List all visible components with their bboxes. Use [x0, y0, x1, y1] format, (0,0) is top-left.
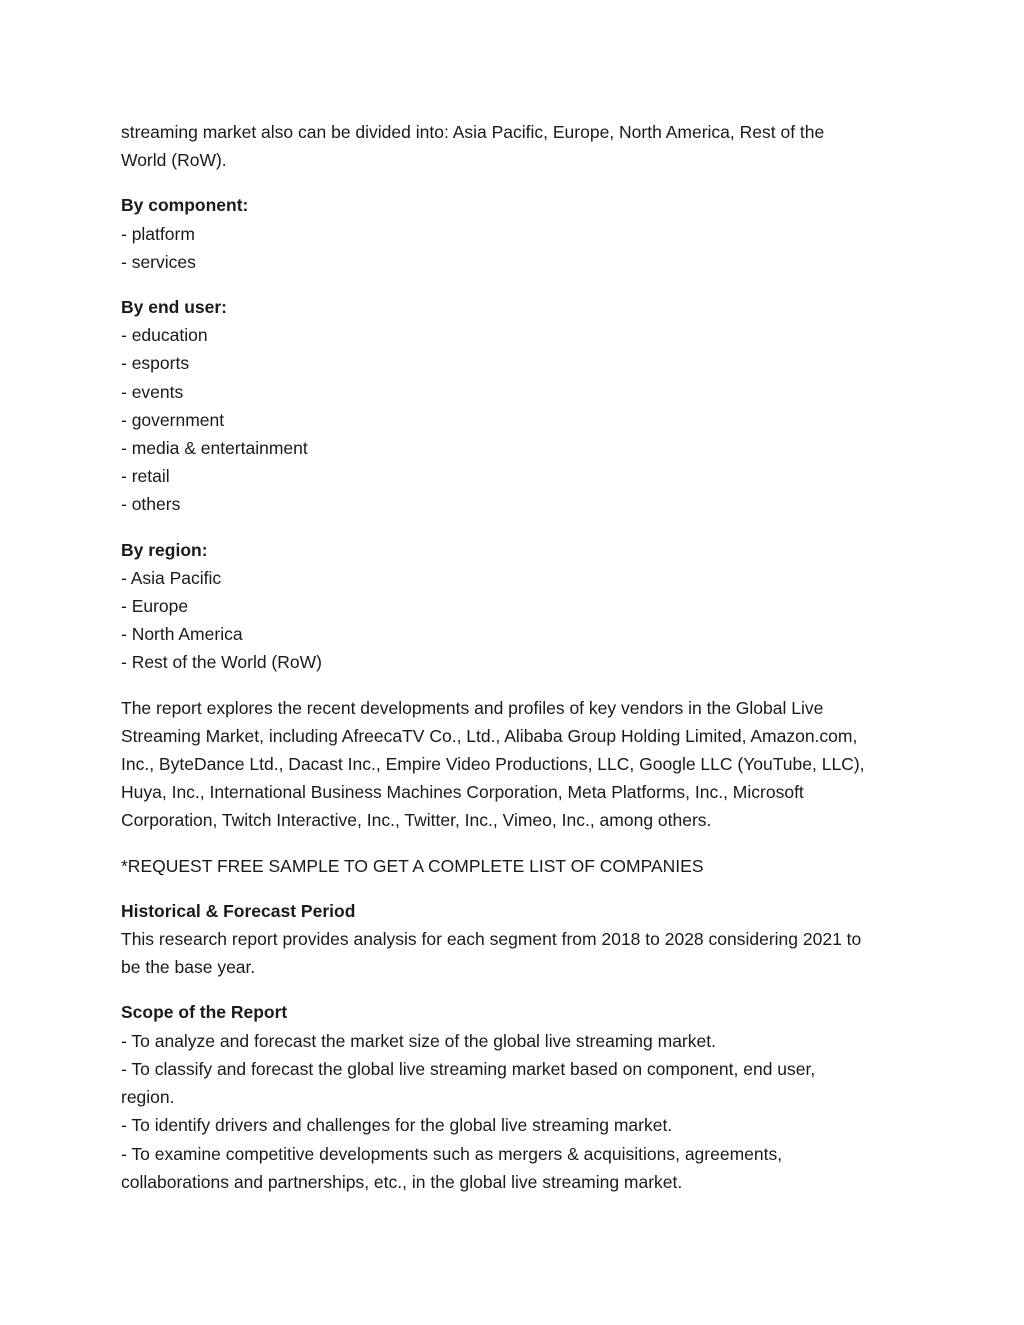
intro-line: streaming market also can be divided into: Asia Pacific, Europe, North America, Rest of the	[121, 122, 825, 142]
list-item: - events	[121, 381, 184, 402]
list-item: - education	[121, 325, 208, 346]
vendors-line: Streaming Market, including AfreecaTV Co., Ltd., Alibaba Group Holding Limited, Amazon.com,	[121, 725, 858, 746]
list-item: - Rest of the World (RoW)	[121, 652, 322, 673]
list-item: - Europe	[121, 596, 189, 617]
component-section	[121, 191, 911, 276]
intro-line: World (RoW).	[121, 150, 227, 171]
vendors-line: Huya, Inc., International Business Machines Corporation, Meta Platforms, Inc., Microsoft	[121, 782, 804, 803]
scope-line: - To classify and forecast the global live streaming market based on component, end user,	[121, 1058, 816, 1079]
scope-line: - To examine competitive developments such as mergers & acquisitions, agreements,	[121, 1143, 783, 1164]
scope-line: region.	[121, 1087, 175, 1108]
list-item: - esports	[121, 353, 190, 374]
end-user-heading: By end user:	[121, 297, 227, 318]
list-item: - Asia Pacific	[121, 567, 222, 588]
list-item: - retail	[121, 466, 170, 487]
intro-paragraph	[121, 118, 911, 174]
scope-section	[121, 998, 911, 1195]
scope-heading: Scope of the Report	[121, 1002, 288, 1023]
list-item: - services	[121, 251, 196, 272]
region-heading: By region:	[121, 539, 208, 560]
scope-line: - To analyze and forecast the market size of the global live streaming market.	[121, 1030, 716, 1051]
vendors-line: Inc., ByteDance Ltd., Dacast Inc., Empire Video Productions, LLC, Google LLC (YouTube, LLC),	[121, 754, 865, 775]
historical-line: This research report provides analysis for each segment from 2018 to 2028 considering 2021 to	[121, 929, 862, 950]
list-item: - others	[121, 494, 181, 515]
end-user-section	[121, 293, 911, 519]
list-item: - government	[121, 409, 225, 430]
scope-line: - To identify drivers and challenges for the global live streaming market.	[121, 1115, 673, 1136]
request-sample-paragraph	[121, 852, 911, 880]
historical-section	[121, 897, 911, 982]
historical-heading: Historical & Forecast Period	[121, 900, 356, 921]
document-page	[121, 118, 911, 1213]
list-item: - media & entertainment	[121, 438, 308, 459]
component-heading: By component:	[121, 195, 249, 216]
historical-line: be the base year.	[121, 957, 256, 978]
request-sample-text: *REQUEST FREE SAMPLE TO GET A COMPLETE LIST OF COMPANIES	[121, 855, 704, 876]
vendors-line: Corporation, Twitch Interactive, Inc., Twitter, Inc., Vimeo, Inc., among others.	[121, 810, 712, 831]
list-item: - North America	[121, 624, 243, 645]
list-item: - platform	[121, 223, 195, 244]
vendors-line: The report explores the recent developments and profiles of key vendors in the Global Live	[121, 697, 824, 718]
scope-line: collaborations and partnerships, etc., in the global live streaming market.	[121, 1171, 683, 1192]
region-section	[121, 536, 911, 677]
vendors-paragraph	[121, 694, 911, 835]
